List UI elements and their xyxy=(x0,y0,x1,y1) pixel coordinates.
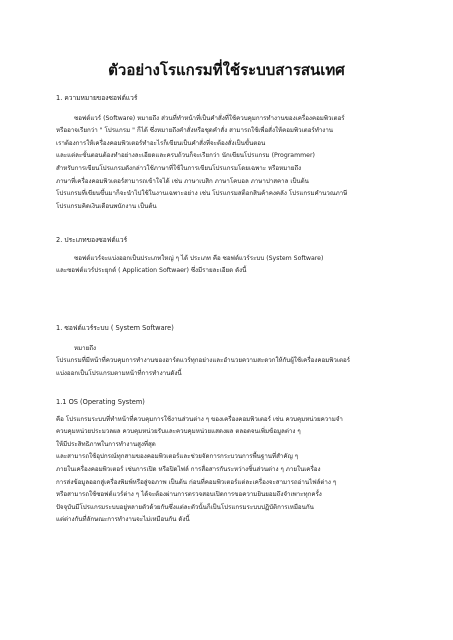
page-title: ตัวอย่างโรแกรมที่ใช้ระบบสารสนเทศ xyxy=(108,61,345,79)
paragraph-line: ควบคุมหน่วยประมวลผล ควบคุมหน่วยรับและควบคุมหน่วยแสดงผล ตลอดจนเพิ่มข้อมูลต่าง ๆ xyxy=(56,428,301,436)
paragraph-line: คือ โปรแกรมระบบที่ทำหน้าที่ควบคุมการใช้งานส่วนต่าง ๆ ของเครื่องคอมพิวเตอร์ เช่น ควบคุมหน่วยความจำ xyxy=(56,415,343,423)
paragraph-line: ภายในเครื่องคอมพิวเตอร์ เช่นการเปิด หรือปิดไฟล์ การสื่อสารกันระหว่างชิ้นส่วนต่าง ๆ ภายในเครื่อง xyxy=(56,465,321,473)
section-os xyxy=(56,396,419,527)
section-heading: 1. ความหมายของซอฟต์แวร์ xyxy=(56,94,138,102)
paragraph-line: และแต่ละขั้นตอนต้องทำอย่างละเอียดและครบถ้วนก็จะเรียกว่า นักเขียนโปรแกรม (Programmer) xyxy=(56,152,315,160)
section-heading: 1. ซอฟต์แวร์ระบบ ( System Software) xyxy=(56,324,174,332)
paragraph-line: โปรแกรมคิดเงินเดือนพนักงาน เป็นต้น xyxy=(56,202,157,210)
paragraph-line: และสามารถใช้อุปกรณ์ทุกสามของคอมพิวเตอร์และช่วยจัดการกระบวนการพื้นฐานที่สำคัญ ๆ xyxy=(56,453,299,461)
paragraph-line: หรืออาจเรียกว่า " โปรแกรม " ก็ได้ ซึ่งหมายถึงคำสั่งหรือชุดคำสั่ง สามารถใช้เพื่อสั่งให้คอมพิวเตอร์ทำงาน xyxy=(56,127,334,135)
paragraph-line: หรือสามารถใช้ซอฟต์แวร์ต่าง ๆ ได้จะต้องผ่านการตรวจสอบเปิดการขอความยินยอมถึงจำเพาะทุกครั้ง xyxy=(56,491,322,499)
paragraph-line: แต่ต่างกันที่ลักษณะการทำงานจะไม่เหมือนกัน ดังนี้ xyxy=(56,516,190,524)
paragraph-line: โปรแกรมที่มีหน้าที่ควบคุมการทำงานของฮาร์ดแวร์ทุกอย่างและอำนวยความสะดวกให้กับผู้ใช้เครื่องคอมพิวเตอร์ xyxy=(56,357,351,365)
paragraph-line: ซอฟต์แวร์จะแบ่งออกเป็นประเภทใหญ่ ๆ ได้ ประเภท คือ ซอฟต์แวร์ระบบ (System Software) xyxy=(74,254,324,262)
paragraph-line: หมายถึง xyxy=(74,344,97,352)
paragraph-line: ปัจจุบันมีโปรแกรมระบบอยู่หลายตัวด้วยกันซึ่งแต่ละตัวนั้นก็เป็นโปรแกรมระบบปฏิบัติการเหมือนกัน xyxy=(56,503,314,511)
paragraph-line: เราต้องการให้เครื่องคอมพิวเตอร์ทำอะไรก็เขียนเป็นคำสั่งที่จะต้องสั่งเป็นขั้นตอน xyxy=(56,139,266,147)
paragraph-line: การส่งข้อมูลออกสู่เครื่องพิมพ์หรือสู่จอภาพ เป็นต้น ก่อนที่คอมพิวเตอร์แต่ละเครื่องจะสามารถอ่านไฟล์ต่าง ๆ xyxy=(56,478,337,486)
paragraph-line: ภาษาที่เครื่องคอมพิวเตอร์สามารถเข้าใจได้ เช่น ภาษาเบสิก ภาษาโคบอล ภาษาปาสคาล เป็นต้น xyxy=(56,177,309,185)
section-system-software xyxy=(56,322,419,380)
section-heading: 1.1 OS (Operating System) xyxy=(56,398,145,406)
paragraph-line: และซอฟต์แวร์ประยุกต์ ( Application Softwaer) ซึ่งมีรายละเอียด ดังนี้ xyxy=(56,267,247,275)
paragraph-line: สำหรับการเขียนโปรแกรมดังกล่าวใช้ภาษาที่ใช้ในการเขียนโปรแกรมโดยเฉพาะ หรือหมายถึง xyxy=(56,164,302,172)
section-meaning xyxy=(56,92,419,213)
section-types xyxy=(56,234,419,278)
paragraph-line: โปรแกรมที่เขียนขึ้นมาก็จะนำไปใช้ในงานเฉพาะอย่าง เช่น โปรแกรมสต็อกสินค้าคงคลัง โปรแกรมคำนวณภาษี xyxy=(56,190,348,198)
section-heading: 2. ประเภทของซอฟต์แวร์ xyxy=(56,236,128,244)
paragraph-line: แบ่งออกเป็นโปรแกรมตามหน้าที่การทำงานดังนี้ xyxy=(56,369,182,377)
paragraph-line: ให้มีประสิทธิภาพในการทำงานสูงที่สุด xyxy=(56,440,156,448)
paragraph-line: ซอฟต์แวร์ (Software) หมายถึง ส่วนที่ทำหน้าที่เป็นคำสั่งที่ใช้ควบคุมการทำงานของเครื่องคอมพิวเตอร์ xyxy=(74,114,345,122)
